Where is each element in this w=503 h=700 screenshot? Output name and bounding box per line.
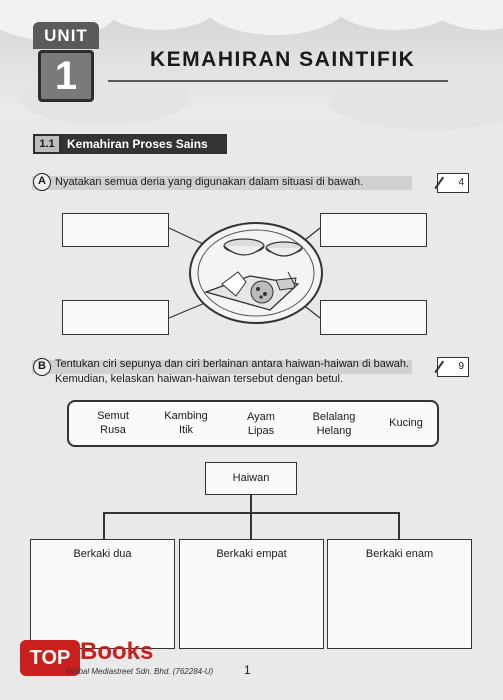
animal-name: Kucing (389, 417, 423, 429)
animal-group-4 (305, 410, 363, 438)
animal-group-3 (232, 410, 290, 438)
unit-number: 1 (38, 50, 94, 102)
question-b-text-line1: Tentukan ciri sepunya dan ciri berlainan antara haiwan-haiwan di bawah. (55, 358, 410, 370)
question-a-letter: A (33, 173, 51, 191)
animal-group-1 (84, 409, 142, 437)
question-b-letter: B (33, 358, 51, 376)
animal-group-5 (377, 416, 435, 430)
branch-box-four-legs[interactable] (179, 539, 324, 649)
tree-root-box: Haiwan (205, 462, 297, 495)
animal-name: Kambing (164, 410, 208, 422)
tree-connector (250, 512, 252, 539)
animal-name: Belalang (312, 411, 356, 423)
question-a-marks: 4 (437, 173, 469, 193)
unit-label: UNIT (33, 22, 99, 49)
page-title: KEMAHIRAN SAINTIFIK (150, 48, 416, 71)
animal-name: Rusa (100, 424, 126, 436)
food-plate-illustration (0, 200, 503, 350)
topbooks-logo-text: Books (80, 638, 154, 665)
title-underline (108, 80, 448, 82)
publisher-credit: Global Mediastreet Sdn. Bhd. (762284-U) (66, 667, 214, 676)
animal-name: Semut (97, 410, 129, 422)
branch-label: Berkaki enam (365, 548, 434, 560)
section-number: 1.1 (33, 134, 61, 154)
branch-box-two-legs[interactable] (30, 539, 175, 649)
tree-connector (250, 495, 252, 512)
question-b-text-line2: Kemudian, kelaskan haiwan-haiwan tersebut dengan betul. (55, 373, 344, 385)
animal-name: Lipas (247, 425, 275, 437)
tree-connector (103, 512, 105, 539)
animal-group-2 (157, 409, 215, 437)
topbooks-logo-badge: TOP (20, 640, 80, 676)
section-title: Kemahiran Proses Sains (61, 134, 227, 154)
page-number: 1 (244, 663, 251, 677)
question-b-marks: 9 (437, 357, 469, 377)
branch-box-six-legs[interactable] (327, 539, 472, 649)
tree-connector (398, 512, 400, 539)
branch-label: Berkaki dua (73, 548, 132, 560)
animal-list-box (67, 400, 439, 447)
branch-label: Berkaki empat (216, 548, 287, 560)
animal-name: Itik (178, 424, 194, 436)
animal-name: Ayam (247, 411, 275, 423)
animal-name: Helang (316, 425, 352, 437)
question-a-text: Nyatakan semua deria yang digunakan dalam situasi di bawah. (55, 176, 364, 188)
